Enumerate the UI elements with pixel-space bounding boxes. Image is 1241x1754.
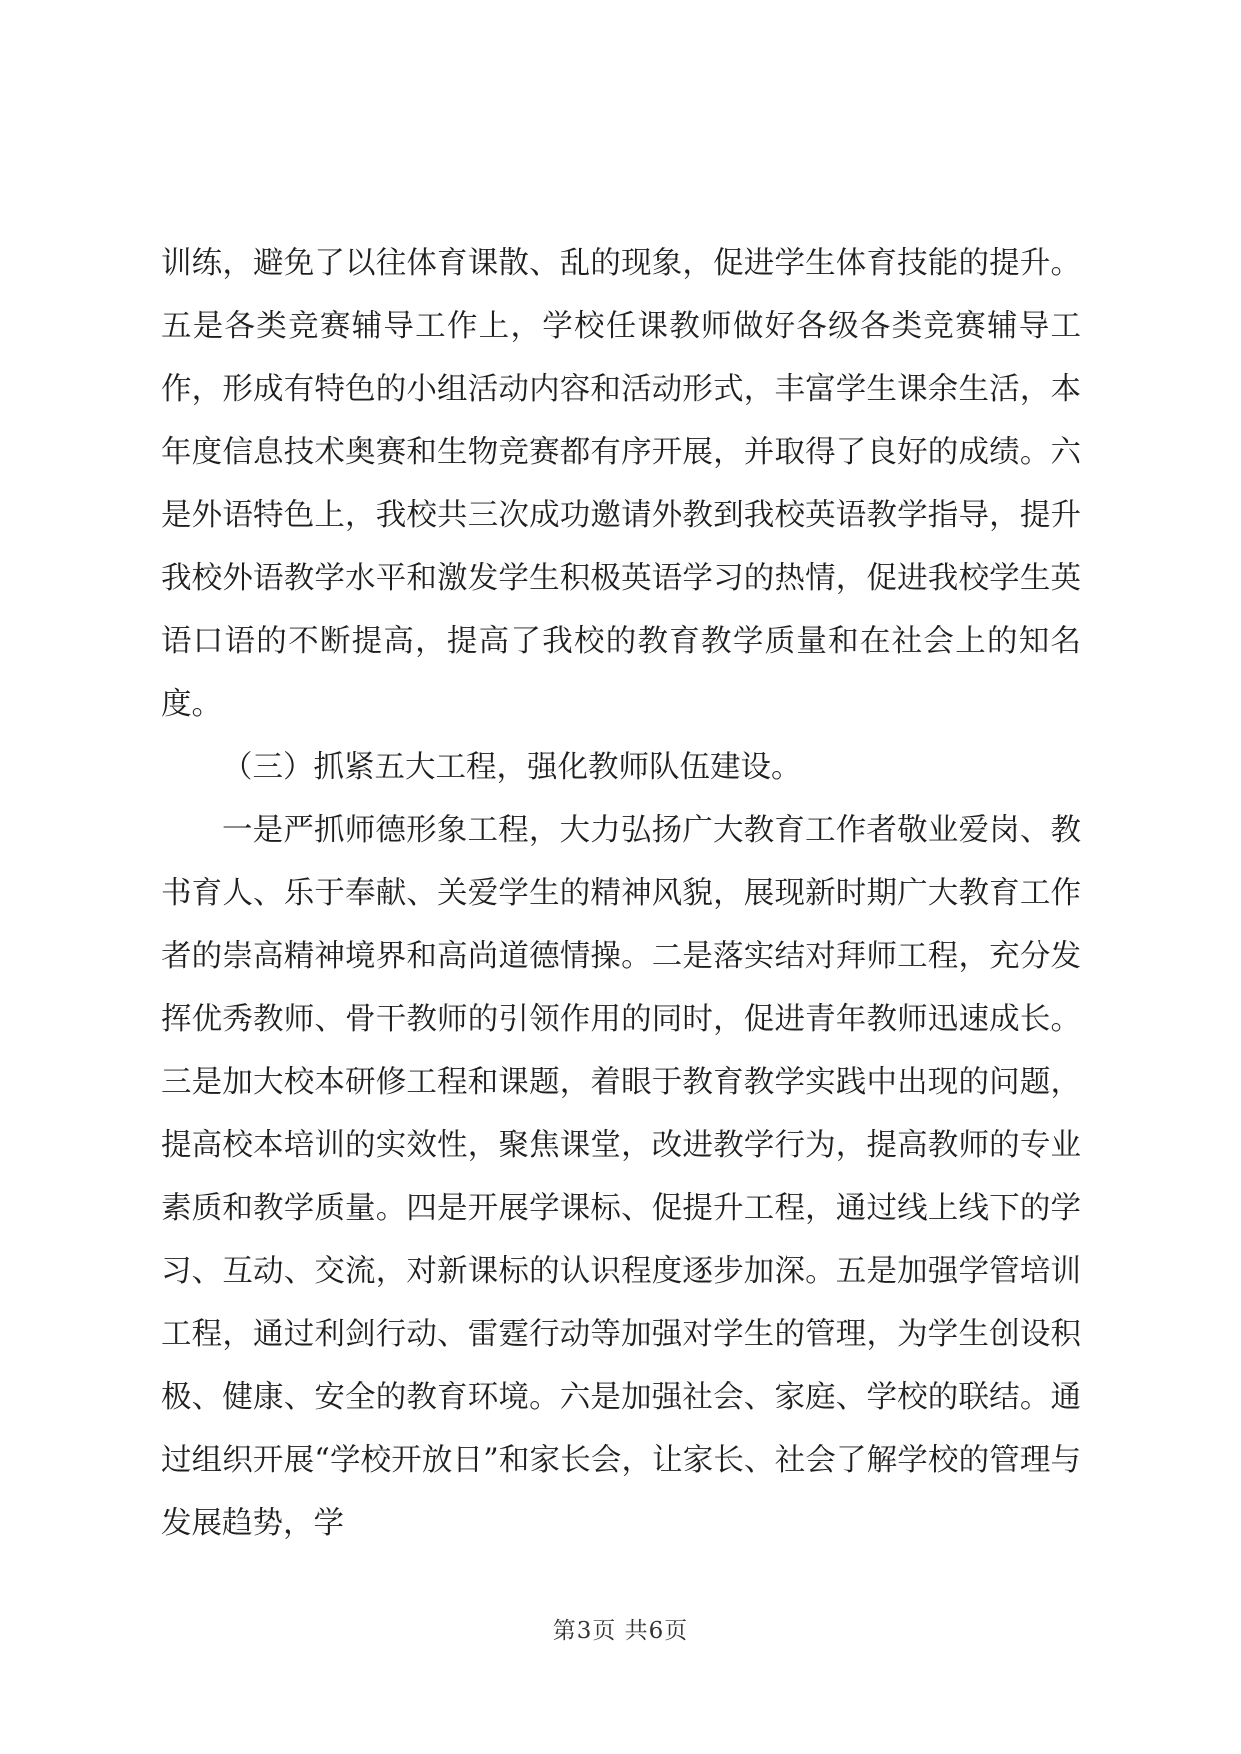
paragraph-teacher-projects: 一是严抓师德形象工程，大力弘扬广大教育工作者敬业爱岗、教书育人、乐于奉献、关爱学生的精神风貌，展现新时期广大教育工作者的崇高精神境界和高尚道德情操。二是落实结对拜师工程，充分发挥优秀教师、骨干教师的引领作用的同时，促进青年教师迅速成长。三是加大校本研修工程和课题，着眼于教育教学实践中出现的问题，提高校本培训的实效性，聚焦课堂，改进教学行为，提高教师的专业素质和教学质量。四是开展学课标、促提升工程，通过线上线下的学习、互动、交流，对新课标的认识程度逐步加深。五是加强学管培训工程，通过利剑行动、雷霆行动等加强对学生的管理，为学生创设积极、健康、安全的教育环境。六是加强社会、家庭、学校的联结。通过组织开展“学校开放日”和家长会，让家长、社会了解学校的管理与发展趋势，学 xyxy=(161,813,1081,1541)
section-heading: （三）抓紧五大工程，强化教师队伍建设。 xyxy=(222,750,802,785)
page-number-footer: 第3页 共6页 xyxy=(552,1618,689,1644)
document-body xyxy=(161,232,1081,1555)
paragraph-continuation: 训练，避免了以往体育课散、乱的现象，促进学生体育技能的提升。五是各类竞赛辅导工作上，学校任课教师做好各级各类竞赛辅导工作，形成有特色的小组活动内容和活动形式，丰富学生课余生活，本年度信息技术奥赛和生物竞赛都有序开展，并取得了良好的成绩。六是外语特色上，我校共三次成功邀请外教到我校英语教学指导，提升我校外语教学水平和激发学生积极英语学习的热情，促进我校学生英语口语的不断提高，提高了我校的教育教学质量和在社会上的知名度。 xyxy=(161,246,1081,722)
